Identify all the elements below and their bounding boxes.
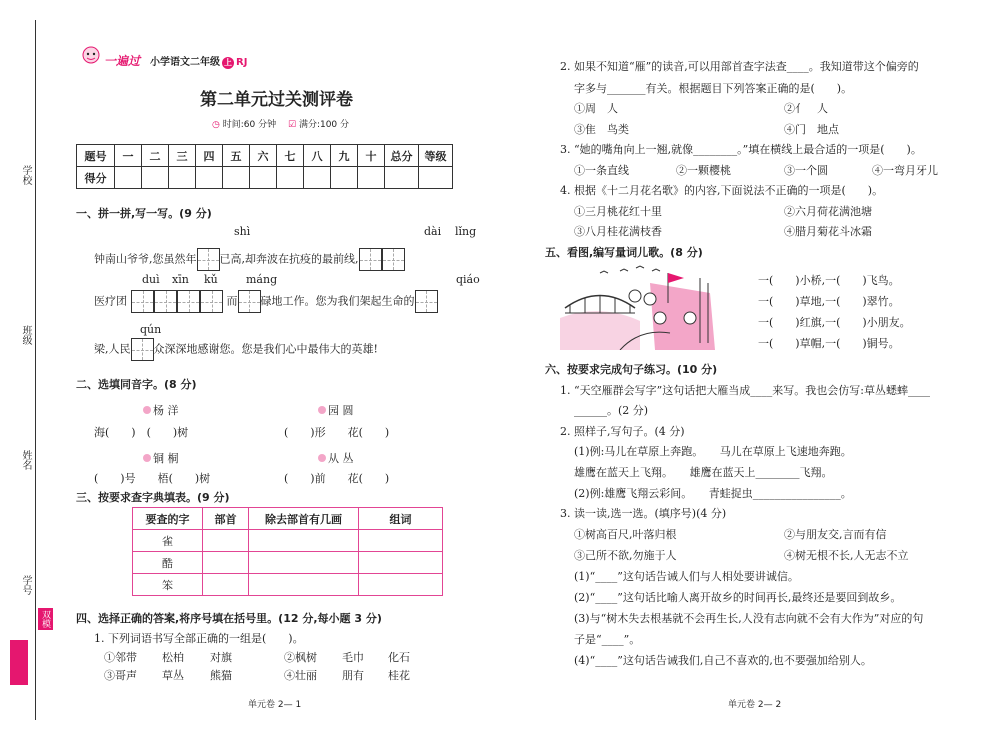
s6-q3-option: ③己所不欲,勿施于人: [574, 549, 677, 562]
dict-input[interactable]: [359, 574, 443, 596]
margin-label-id: 学号: [20, 575, 31, 595]
s6-q3-option: ④树无根不长,人无志不立: [784, 549, 909, 562]
margin-badge: 双模: [38, 608, 53, 630]
char-box[interactable]: [359, 248, 382, 271]
s4-q4-option[interactable]: ①三月桃花红十里: [574, 205, 662, 218]
char-box[interactable]: [197, 248, 220, 271]
score-cell: 五: [223, 145, 250, 167]
s1-line3: [94, 338, 378, 361]
homophone-group: [318, 450, 354, 466]
score-input[interactable]: [277, 167, 304, 189]
s4-q1-option: 毛巾: [342, 651, 364, 664]
s6-q3-l5[interactable]: (4)“____”这句话告诫我们,自己不喜欢的,也不要强加给别人。: [574, 654, 872, 667]
bullet-icon: [318, 406, 326, 414]
mascot-icon: [80, 45, 102, 67]
s4-q1-option[interactable]: ④壮丽: [284, 669, 317, 682]
s6-q3-l1[interactable]: (1)“____”这句话告诫人们与人相处要讲诚信。: [574, 570, 799, 583]
s4-q1-option: 桂花: [388, 669, 410, 682]
dict-char: 笨: [133, 574, 203, 596]
s5-line[interactable]: 一( )小桥,一( )飞鸟。: [758, 274, 900, 287]
s5-line[interactable]: 一( )草地,一( )翠竹。: [758, 295, 900, 308]
s1-line2: [94, 290, 438, 313]
score-cell: 等级: [419, 145, 453, 167]
text: 园 圆: [328, 404, 354, 417]
s4-q2-line1: 2. 如果不知道“雁”的读音,可以用部首查字法查____。我知道带这个偏旁的: [560, 60, 919, 73]
s6-q3-l4[interactable]: 子是“____”。: [574, 633, 641, 646]
char-box[interactable]: [131, 338, 154, 361]
s6-q1-line1: 1. “天空雁群会写字”这句话把大雁当成____来写。我也会仿写:草丛蟋蟀____: [560, 384, 930, 397]
s4-q3-option[interactable]: ④一弯月牙儿: [872, 164, 938, 177]
s4-q2-option[interactable]: ①周 人: [574, 102, 618, 115]
dict-col-header: 部首: [203, 508, 249, 530]
score-input[interactable]: [331, 167, 358, 189]
score-header-row: [77, 145, 453, 167]
score-cell: 题号: [77, 145, 115, 167]
footer-page-right: 单元卷 2— 2: [728, 700, 782, 710]
s5-line[interactable]: 一( )草帽,一( )铜号。: [758, 337, 900, 350]
score-input[interactable]: [385, 167, 419, 189]
score-input[interactable]: [169, 167, 196, 189]
char-box[interactable]: [131, 290, 154, 313]
page-title: 第二单元过关测评卷: [200, 90, 353, 110]
s4-q2-option[interactable]: ③隹 鸟类: [574, 123, 629, 136]
s4-q1-option[interactable]: ③哥声: [104, 669, 137, 682]
text: 已高,却奔波在抗疫的最前线,: [219, 252, 359, 266]
s4-q1-option: 熊猫: [210, 669, 232, 682]
pinyin-mang: máng: [246, 273, 278, 286]
margin-label-school: 学校: [20, 165, 31, 185]
dict-row: [133, 574, 443, 596]
s2-row1-left[interactable]: 海( ) ( )树: [94, 426, 189, 439]
pinyin-qiao: qiáo: [456, 273, 480, 286]
score-input[interactable]: [304, 167, 331, 189]
score-input[interactable]: [196, 167, 223, 189]
margin-label-name: 姓名: [20, 450, 31, 470]
section-2-heading: 二、选填同音字。(8 分): [76, 378, 197, 391]
score-cell: 六: [250, 145, 277, 167]
s6-q2-l2[interactable]: 雄鹰在蓝天上飞翔。 雄鹰在蓝天上________飞翔。: [574, 466, 833, 479]
footer-page-left: 单元卷 2— 1: [248, 700, 302, 710]
dict-input[interactable]: [203, 552, 249, 574]
homophone-group: [143, 402, 179, 418]
score-table: [76, 144, 453, 189]
char-box[interactable]: [238, 290, 261, 313]
bullet-icon: [143, 454, 151, 462]
s4-q3: 3. “她的嘴角向上一翘,就像________。”填在横线上最合适的一项是( )。: [560, 143, 922, 156]
dictionary-table: [132, 507, 443, 596]
char-box[interactable]: [415, 290, 438, 313]
dict-col-header: 组词: [359, 508, 443, 530]
score-input[interactable]: [223, 167, 250, 189]
s4-q2-option[interactable]: ④门 地点: [784, 123, 839, 136]
homophone-group: [318, 402, 354, 418]
s4-q1-option[interactable]: ②枫树: [284, 651, 317, 664]
s5-line[interactable]: 一( )红旗,一( )小朋友。: [758, 316, 911, 329]
s6-q3-l3: (3)与“树木失去根基就不会再生长,人没有志向就不会有大作为”对应的句: [574, 612, 924, 625]
char-box[interactable]: [177, 290, 200, 313]
text: 而: [226, 294, 238, 308]
bullet-icon: [318, 454, 326, 462]
section-5-heading: 五、看图,编写量词儿歌。(8 分): [545, 246, 703, 259]
char-box[interactable]: [200, 290, 223, 313]
dict-input[interactable]: [249, 574, 359, 596]
s2-row2-left[interactable]: ( )号 梧( )树: [94, 472, 211, 485]
score-input[interactable]: [115, 167, 142, 189]
s2-row1-right[interactable]: ( )形 花( ): [284, 426, 390, 439]
score-cell: 总分: [385, 145, 419, 167]
margin-rule: [35, 20, 36, 720]
s6-q2-l3[interactable]: (2)例:雄鹰飞翔云彩间。 青蛙捉虫________________。: [574, 487, 852, 500]
s4-q1-option: 对旗: [210, 651, 232, 664]
dict-header-row: [133, 508, 443, 530]
score-input[interactable]: [250, 167, 277, 189]
dict-row: [133, 530, 443, 552]
s4-q4-option[interactable]: ④腊月菊花斗冰霜: [784, 225, 872, 238]
dict-col-header: 要查的字: [133, 508, 203, 530]
text: 钟南山爷爷,您虽然年: [94, 252, 197, 266]
dict-input[interactable]: [359, 552, 443, 574]
score-input-row: [77, 167, 453, 189]
dict-char: 酷: [133, 552, 203, 574]
s6-q2-l1: (1)例:马儿在草原上奔跑。 马儿在草原上飞速地奔跑。: [574, 445, 852, 458]
text: 铜 桐: [153, 452, 179, 465]
score-cell: 三: [169, 145, 196, 167]
dict-input[interactable]: [359, 530, 443, 552]
s4-q1-option: 草丛: [162, 669, 184, 682]
pinyin-dai: dài: [424, 225, 442, 238]
homophone-group: [143, 450, 179, 466]
s4-q1-option: 朋有: [342, 669, 364, 682]
score-cell: 十: [358, 145, 385, 167]
char-box[interactable]: [154, 290, 177, 313]
section-3-heading: 三、按要求查字典填表。(9 分): [76, 491, 230, 504]
score-cell: 一: [115, 145, 142, 167]
pinyin-shi: shì: [234, 225, 251, 238]
pinyin-qun: qún: [140, 323, 162, 336]
s4-q1-option: 松柏: [162, 651, 184, 664]
s4-q1-option[interactable]: ①邻带: [104, 651, 137, 664]
text: 从 丛: [328, 452, 354, 465]
text: 碌地工作。您为我们架起生命的: [260, 294, 415, 308]
bullet-icon: [143, 406, 151, 414]
s4-q2-line2: 字多与_______有关。根据题目下列答案正确的是( )。: [574, 82, 853, 95]
pinyin-xin: xīn: [172, 273, 189, 286]
s6-q2: 2. 照样子,写句子。(4 分): [560, 425, 685, 438]
score-input[interactable]: [358, 167, 385, 189]
s4-q4-option[interactable]: ②六月荷花满池塘: [784, 205, 872, 218]
margin-label-class: 班级: [20, 325, 31, 345]
dict-char: 雀: [133, 530, 203, 552]
dict-input[interactable]: [249, 552, 359, 574]
section-4-heading: 四、选择正确的答案,将序号填在括号里。(12 分,每小题 3 分): [76, 612, 382, 625]
header-subject: 小学语文二年级 上 RJ: [150, 57, 248, 68]
section-1-heading: 一、拼一拼,写一写。(9 分): [76, 207, 212, 220]
dict-col-header: 除去部首有几画: [249, 508, 359, 530]
text: 众深深地感谢您。您是我们心中最伟大的英雄!: [153, 342, 378, 356]
text: 1. 下列词语书写全部正确的一组是( )。: [94, 632, 304, 645]
meta-score: ☑ 满分:100 分: [288, 120, 350, 130]
pinyin-ku: kǔ: [204, 273, 218, 286]
dict-input[interactable]: [203, 574, 249, 596]
s2-row2-right[interactable]: ( )前 花( ): [284, 472, 390, 485]
text: 梁,人民: [94, 342, 131, 356]
brand-spine-logo: [10, 640, 28, 685]
score-cell: 二: [142, 145, 169, 167]
s4-q2-option[interactable]: ②亻 人: [784, 102, 828, 115]
s6-q3: 3. 读一读,选一选。(填序号)(4 分): [560, 507, 727, 520]
score-cell: 九: [331, 145, 358, 167]
pinyin-ling: lǐng: [455, 225, 477, 238]
s4-q4-option[interactable]: ③八月桂花满枝香: [574, 225, 662, 238]
pinyin-dui: duì: [142, 273, 160, 286]
s4-q1-option: 化石: [388, 651, 410, 664]
text: 杨 洋: [153, 404, 179, 417]
char-box[interactable]: [382, 248, 405, 271]
score-input[interactable]: [142, 167, 169, 189]
scene-illustration: [560, 263, 720, 350]
score-cell: 四: [196, 145, 223, 167]
s4-q3-option[interactable]: ①一条直线: [574, 164, 629, 177]
s4-q3-option[interactable]: ③一个圆: [784, 164, 828, 177]
s4-q1: [94, 630, 304, 646]
s1-line1: [94, 248, 405, 271]
score-label: 得分: [77, 167, 115, 189]
dict-input[interactable]: [249, 530, 359, 552]
score-cell: 七: [277, 145, 304, 167]
section-6-heading: 六、按要求完成句子练习。(10 分): [545, 363, 718, 376]
s6-q3-option: ②与朋友交,言而有信: [784, 528, 887, 541]
s6-q1-line2: ______。(2 分): [574, 404, 649, 417]
s6-q3-option: ①树高百尺,叶落归根: [574, 528, 677, 541]
brand-logo: 一遍过: [104, 54, 141, 68]
score-cell: 八: [304, 145, 331, 167]
text: 医疗团: [94, 294, 127, 308]
score-input[interactable]: [419, 167, 453, 189]
meta-time: ◷ 时间:60 分钟: [212, 120, 277, 130]
s6-q3-l2[interactable]: (2)“____”这句话比喻人离开故乡的时间再长,最终还是要回到故乡。: [574, 591, 902, 604]
s4-q3-option[interactable]: ②一颗樱桃: [676, 164, 731, 177]
dict-input[interactable]: [203, 530, 249, 552]
dict-row: [133, 552, 443, 574]
s4-q4: 4. 根据《十二月花名歌》的内容,下面说法不正确的一项是( )。: [560, 184, 884, 197]
